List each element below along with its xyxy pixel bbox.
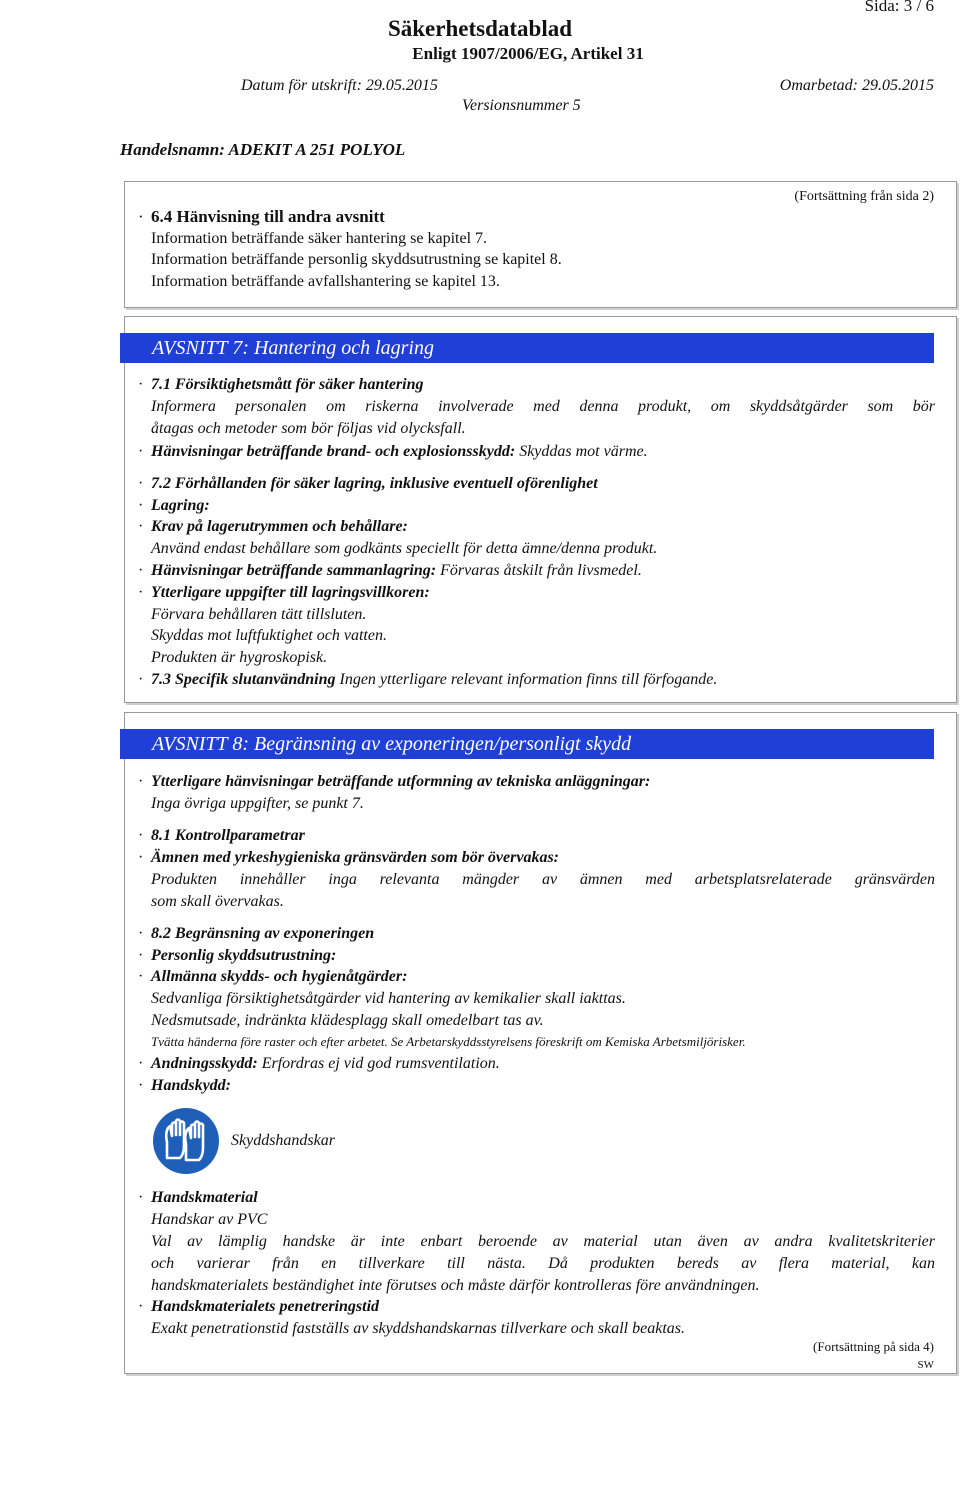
regulation-reference: Enligt 1907/2006/EG, Artikel 31 xyxy=(412,44,644,63)
glove-material-label: · Handskmaterial xyxy=(151,1189,258,1207)
joint-storage-row xyxy=(151,562,642,580)
section-7-3-row xyxy=(151,671,717,689)
info-line-3: Information beträffande avfallshantering se kapitel 13. xyxy=(151,273,500,290)
glove-material-text-1: Val av lämplig handske är inte enbart beroende av material utan även av andra kvalitetskriterier xyxy=(151,1233,935,1250)
info-line-2: Information beträffande personlig skyddsutrustning se kapitel 8. xyxy=(151,251,562,268)
language-code: SW xyxy=(917,1359,934,1371)
hygiene-label: · Allmänna skydds- och hygienåtgärder: xyxy=(151,968,407,986)
fire-protection-value: Skyddas mot värme. xyxy=(519,443,648,460)
penetration-label: · Handskmaterialets penetreringstid xyxy=(151,1298,379,1316)
further-storage-label: · Ytterligare uppgifter till lagringsvillkoren: xyxy=(151,584,430,602)
print-date: Datum för utskrift: 29.05.2015 xyxy=(241,77,438,94)
section-8-2-heading: · 8.2 Begränsning av exponeringen xyxy=(151,925,374,943)
fire-protection-label: Hänvisningar beträffande brand- och explosionsskydd: xyxy=(151,443,516,460)
glove-material-text-2: och varierar från en tillverkare till nästa. Då produkten bereds av flera material, kan xyxy=(151,1255,935,1272)
respiratory-label: Andningsskydd: xyxy=(151,1055,258,1072)
page-number: Sida: 3 / 6 xyxy=(864,0,934,15)
hygiene-line-2: Nedsmutsade, indränkta klädesplagg skall omedelbart tas av. xyxy=(151,1012,544,1029)
hand-protection-label: · Handskydd: xyxy=(151,1077,231,1095)
section-7-1-text-1: Informera personalen om riskerna involverade med denna produkt, om skyddsåtgärder som bör xyxy=(151,398,935,415)
ppe-label: · Personlig skyddsutrustning: xyxy=(151,947,336,965)
further-storage-line-1: Förvara behållaren tätt tillsluten. xyxy=(151,606,367,623)
respiratory-row xyxy=(151,1055,500,1073)
revision-date: Omarbetad: 29.05.2015 xyxy=(779,77,934,94)
continued-from-note: (Fortsättning från sida 2) xyxy=(794,189,934,204)
limits-label: · Ämnen med yrkeshygieniska gränsvärden som bör övervakas: xyxy=(151,849,559,867)
container-label: · Krav på lagerutrymmen och behållare: xyxy=(151,518,408,536)
continued-to-note: (Fortsättning på sida 4) xyxy=(813,1339,934,1354)
section-7-1-text-2: åtagas och metoder som bör följas vid olycksfall. xyxy=(151,420,466,437)
limits-text-1: Produkten innehåller inga relevanta mängder av ämnen med arbetsplatsrelaterade gränsvärden xyxy=(151,871,935,888)
trade-name: Handelsnamn: ADEKIT A 251 POLYOL xyxy=(120,140,406,159)
section-7-1-heading: · 7.1 Försiktighetsmått för säker hantering xyxy=(151,376,424,394)
container-text: Använd endast behållare som godkänts speciellt för detta ämne/denna produkt. xyxy=(151,540,658,557)
joint-storage-value: Förvaras åtskilt från livsmedel. xyxy=(440,562,642,579)
gloves-icon xyxy=(151,1106,221,1176)
fire-protection-row xyxy=(151,443,648,461)
joint-storage-label: Hänvisningar beträffande sammanlagring: xyxy=(151,562,437,579)
technical-value: Inga övriga uppgifter, se punkt 7. xyxy=(151,795,364,812)
version-number: Versionsnummer 5 xyxy=(462,97,581,114)
further-storage-line-3: Produkten är hygroskopisk. xyxy=(151,649,328,666)
glove-material-text-3: handskmaterialets beständighet inte förutses och måste därför kontrolleras före användningen. xyxy=(151,1277,760,1294)
respiratory-value: Erfordras ej vid god rumsventilation. xyxy=(261,1055,500,1072)
glove-caption: Skyddshandskar xyxy=(231,1132,335,1149)
technical-label: · Ytterligare hänvisningar beträffande utformning av tekniska anläggningar: xyxy=(151,773,650,791)
storage-label: · Lagring: xyxy=(151,497,210,515)
section-7-3-value: Ingen ytterligare relevant information finns till förfogande. xyxy=(339,671,718,688)
section-8-1-heading: · 8.1 Kontrollparametrar xyxy=(151,827,305,845)
section-7-3-label: 7.3 Specifik slutanvändning xyxy=(151,671,336,688)
further-storage-line-2: Skyddas mot luftfuktighet och vatten. xyxy=(151,627,387,644)
hygiene-line-1: Sedvanliga försiktighetsåtgärder vid hantering av kemikalier skall iakttas. xyxy=(151,990,626,1007)
limits-text-2: som skall övervakas. xyxy=(151,893,284,910)
section-7-2-heading: · 7.2 Förhållanden för säker lagring, inklusive eventuell oförenlighet xyxy=(151,475,598,493)
document-title: Säkerhetsdatablad xyxy=(387,16,573,41)
hygiene-small-print: Tvätta händerna före raster och efter arbetet. Se Arbetarskyddsstyrelsens föreskrift om Kemiska Arbetsmiljörisker. xyxy=(151,1034,746,1049)
glove-material-value: Handskar av PVC xyxy=(151,1211,268,1228)
section-8-title-bar: AVSNITT 8: Begränsning av exponeringen/personligt skydd xyxy=(120,729,934,759)
section-7-title-bar: AVSNITT 7: Hantering och lagring xyxy=(120,333,934,363)
penetration-text: Exakt penetrationstid fastställs av skyddshandskarnas tillverkare och skall beaktas. xyxy=(151,1320,685,1337)
info-line-1: Information beträffande säker hantering se kapitel 7. xyxy=(151,230,488,247)
section-6-4-heading: · 6.4 Hänvisning till andra avsnitt xyxy=(151,207,385,227)
